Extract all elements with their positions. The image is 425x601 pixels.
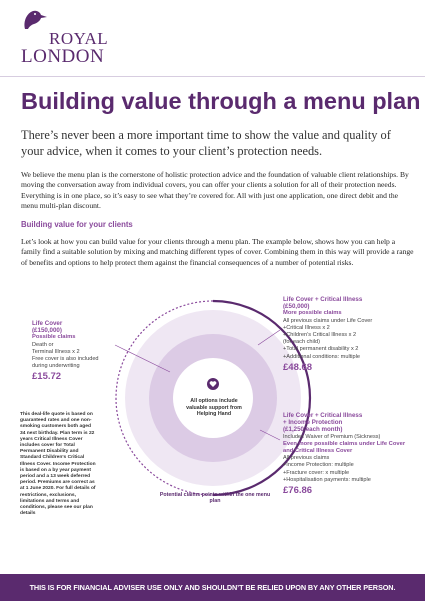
life-ci-ip-title2: + Income Protection [283, 419, 343, 427]
lead-paragraph: There’s never been a more important time to show the value and quality of your advice, when it comes to your client’s protection needs. [21, 128, 391, 158]
footer-banner: THIS IS FOR FINANCIAL ADVISER USE ONLY AND SHOULDN’T BE RELIED UPON BY ANY OTHER PERSON. [0, 574, 425, 601]
life-ci-price: £48.68 [283, 361, 313, 373]
life-ci-ip-item: +Hospitalisation payments: multiple [283, 476, 371, 483]
life-ci-intro: All previous claims under Life Cover [283, 317, 373, 324]
section-paragraph: Let’s look at how you can build value for your clients through a menu plan. The example below, shows how you can help a family find a suitable solution by mixing and matching different types of cover. Combining them in this way will provide a range of benefits and options to help protect them against the financial consequences of a number of potential risks. [21, 237, 414, 267]
life-cover-price: £15.72 [32, 371, 62, 383]
life-cover-title: Life Cover [32, 320, 63, 327]
life-ci-ip-box [283, 412, 413, 497]
life-cover-claim: Terminal Illness x 2 [32, 348, 80, 355]
life-ci-title: Life Cover + Critical Illness [283, 296, 363, 303]
life-cover-box [32, 320, 112, 383]
quote-disclaimer: This deal-life quote is based on guaranteed rates and one non-smoking customers both aged 34 next birthday. Plan term is 22 years Critical Illness Cover includes cover for Total Permanent Disability and Standard Children's Critical Illness Cover. Income Protection is based on a by year payment period and a 13 week deferred period. Premiums are correct as at 1 June 2020. For full details of restrictions, exclusions, limitations and terms and conditions, please see our plan details [20, 412, 96, 517]
life-ci-item: (for each child) [283, 339, 320, 346]
logo-text-london: LONDON [21, 46, 105, 67]
life-ci-item: +Additional conditions: multiple [283, 353, 360, 360]
life-ci-ip-more: Even more possible claims under Life Cover and Critical Illness Cover [283, 440, 406, 455]
life-cover-claims-label: Possible claims [32, 334, 76, 341]
life-ci-box [283, 296, 403, 374]
life-ci-item: +Total permanent disability x 2 [283, 346, 359, 353]
logo-text-royal: ROYAL [49, 29, 109, 48]
life-cover-amount: (£150,000) [32, 327, 62, 335]
helping-hand-text: All options include valuable support from Helping Hand [186, 398, 242, 417]
life-ci-ip-includes: Includes Waiver of Premium (Sickness) [283, 433, 381, 440]
intro-paragraph: We believe the menu plan is the cornerstone of holistic protection advice and the foundation of valuable client relationships. By moving the conversation away from individual covers, you can offer your clients a solution for all of their protection needs. Everything is in one place, so it’s easy to see what they’re covered for. All with just one application, one direct debit and the menu multi-plan discount. [21, 170, 409, 210]
life-ci-amount: (£50,000) [283, 303, 310, 311]
life-ci-ip-amount: (£1,250 each month) [283, 426, 343, 434]
life-ci-ip-item: +Fracture cover: x multiple [283, 469, 350, 476]
life-ci-claims-label: More possible claims [283, 310, 342, 317]
life-ci-item: +Children’s Critical Illness x 2 [283, 332, 357, 339]
diagram-caption: Potential claims points within the one menu plan [159, 492, 271, 504]
life-cover-claim: Death or [32, 341, 54, 348]
life-ci-ip-item: +Income Protection: multiple [283, 462, 354, 469]
section-heading: Building value for your clients [21, 220, 133, 229]
life-ci-item: +Critical Illness x 2 [283, 324, 330, 331]
life-ci-ip-intro: All previous claims [283, 455, 330, 462]
life-ci-ip-title: Life Cover + Critical Illness [283, 412, 363, 419]
life-cover-note: Free cover is also included during underwriting [32, 356, 99, 370]
life-ci-ip-price: £76.86 [283, 485, 313, 497]
page-title: Building value through a menu plan [21, 88, 421, 114]
